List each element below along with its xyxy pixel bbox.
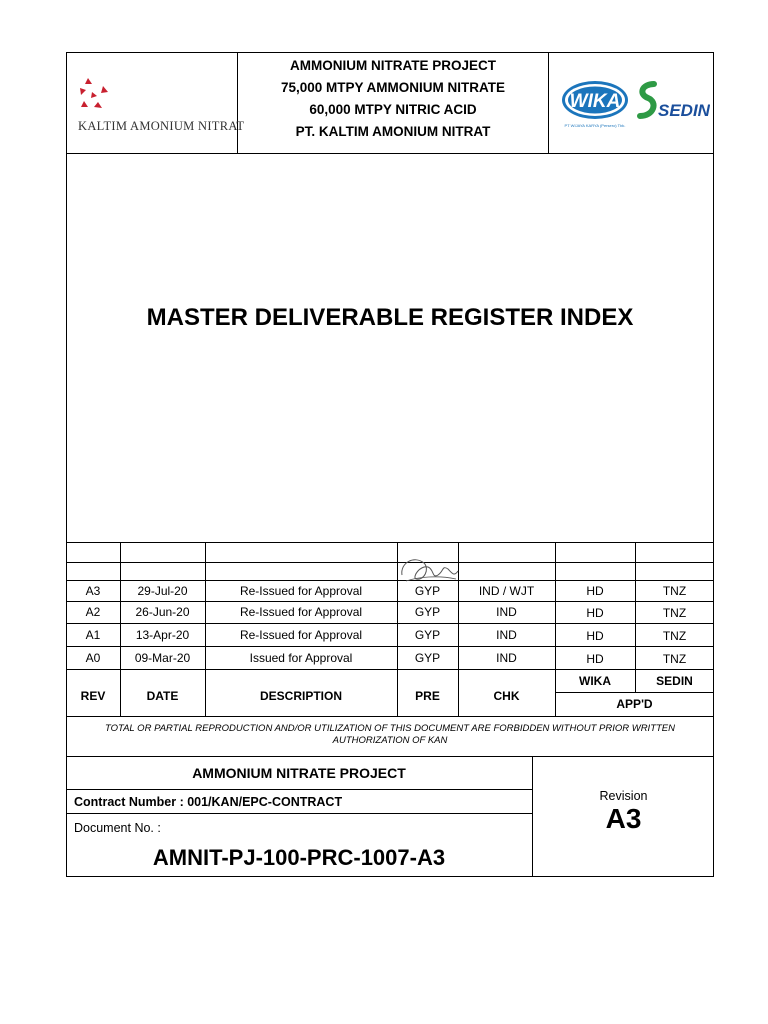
- table-row-line: [66, 669, 714, 670]
- wika-cell: HD: [586, 606, 604, 620]
- date-cell: 29-Jul-20: [137, 584, 188, 598]
- pre-cell: GYP: [414, 584, 441, 598]
- pre-cell: GYP: [414, 628, 441, 642]
- rev-cell: A2: [85, 605, 101, 619]
- description-cell: Issued for Approval: [249, 651, 353, 665]
- table-row-line: [66, 580, 714, 581]
- table-row-line: [66, 646, 714, 647]
- footer-row-line: [66, 789, 532, 790]
- signature-mark: [398, 553, 462, 587]
- rev-cell: A3: [85, 584, 101, 598]
- pre-header: PRE: [415, 689, 440, 703]
- revision-value: A3: [605, 803, 642, 834]
- description-header: DESCRIPTION: [259, 689, 342, 703]
- table-row-line: [66, 562, 714, 563]
- revision-label: Revision: [599, 789, 648, 803]
- table-row-line: [66, 601, 714, 602]
- sedin-cell: TNZ: [662, 629, 687, 643]
- wika-cell: HD: [586, 584, 604, 598]
- description-cell: Re-Issued for Approval: [239, 628, 363, 642]
- kan-logo-icon: [78, 76, 112, 114]
- wika-logo: [560, 78, 632, 130]
- sedin-cell: TNZ: [662, 606, 687, 620]
- table-top-border: [66, 542, 714, 543]
- project-line: 75,000 MTPY AMMONIUM NITRATE: [280, 80, 506, 95]
- footer-top-border: [66, 756, 714, 757]
- wika-caption: PT WIJAYA KARYA (Persero) Tbk.: [564, 123, 626, 128]
- appd-header: APP'D: [616, 697, 653, 711]
- document-number: AMNIT-PJ-100-PRC-1007-A3: [152, 845, 446, 870]
- header-bottom-border: [66, 153, 714, 154]
- chk-cell: IND: [496, 628, 517, 642]
- wika-logo-text: WIKA: [569, 91, 621, 112]
- footer-row-line: [66, 813, 532, 814]
- sedin-cell: TNZ: [662, 584, 687, 598]
- project-line: AMMONIUM NITRATE PROJECT: [290, 58, 496, 73]
- project-header: [238, 55, 548, 143]
- description-cell: Re-Issued for Approval: [239, 605, 363, 619]
- pre-cell: GYP: [414, 605, 441, 619]
- project-line: PT. KALTIM AMONIUM NITRAT: [295, 124, 491, 139]
- project-line: 60,000 MTPY NITRIC ACID: [309, 102, 477, 117]
- header-divider-right: [548, 52, 549, 153]
- sedin-s-icon: [640, 84, 654, 116]
- rev-cell: A0: [85, 651, 101, 665]
- wika-cell: HD: [586, 652, 604, 666]
- sedin-cell: TNZ: [662, 652, 687, 666]
- table-row-line: [66, 623, 714, 624]
- table-appd-line: [555, 692, 714, 693]
- date-header: DATE: [146, 689, 179, 703]
- document-title: MASTER DELIVERABLE REGISTER INDEX: [146, 304, 634, 331]
- rev-cell: A1: [85, 628, 101, 642]
- sedin-logo-text: SEDIN: [658, 101, 710, 120]
- description-cell: Re-Issued for Approval: [239, 584, 363, 598]
- document-frame: [66, 52, 714, 877]
- wika-header: WIKA: [579, 674, 611, 688]
- chk-cell: IND: [496, 605, 517, 619]
- contract-number: Contract Number : 001/KAN/EPC-CONTRACT: [74, 795, 343, 809]
- pre-cell: GYP: [414, 651, 441, 665]
- document-number-label: Document No. :: [74, 821, 161, 835]
- footer-project-title: AMMONIUM NITRATE PROJECT: [192, 765, 406, 781]
- chk-header: CHK: [493, 689, 520, 703]
- rev-header: REV: [80, 689, 106, 703]
- date-cell: 13-Apr-20: [135, 628, 190, 642]
- chk-cell: IND / WJT: [478, 584, 535, 598]
- company-name: KALTIM AMONIUM NITRAT: [78, 119, 245, 133]
- chk-cell: IND: [496, 651, 517, 665]
- date-cell: 26-Jun-20: [135, 605, 190, 619]
- sedin-logo: [636, 76, 710, 128]
- table-bottom-border: [66, 716, 714, 717]
- sedin-header: SEDIN: [656, 674, 693, 688]
- wika-cell: HD: [586, 629, 604, 643]
- date-cell: 09-Mar-20: [134, 651, 191, 665]
- reproduction-notice: TOTAL OR PARTIAL REPRODUCTION AND/OR UTILIZATION OF THIS DOCUMENT ARE FORBIDDEN WITHOUT PRIOR WRITTEN AUTHORIZATION OF KAN: [104, 723, 676, 746]
